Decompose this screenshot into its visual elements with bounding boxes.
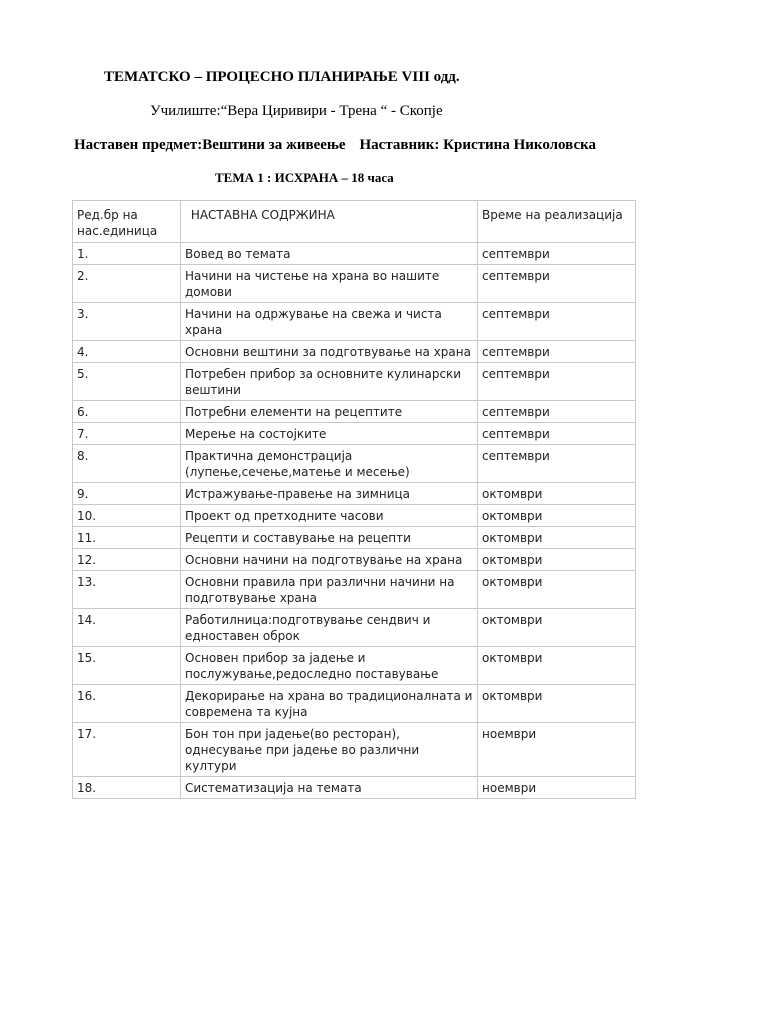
table-row bbox=[73, 685, 636, 723]
row-content-cell: Основни вештини за подготвување на храна bbox=[181, 341, 478, 363]
table-header-row bbox=[73, 201, 636, 243]
row-time-cell: октомври bbox=[478, 571, 636, 609]
row-content-cell: Потребен прибор за основните кулинарски вештини bbox=[181, 363, 478, 401]
row-content-cell: Начини на чистење на храна во нашите домови bbox=[181, 265, 478, 303]
row-content-cell: Декорирање на храна во традиционалната и современа та кујна bbox=[181, 685, 478, 723]
table-row bbox=[73, 777, 636, 799]
row-time-cell: октомври bbox=[478, 505, 636, 527]
table-row bbox=[73, 303, 636, 341]
table-row bbox=[73, 265, 636, 303]
row-time-cell: септември bbox=[478, 401, 636, 423]
column-header-number: Ред.бр на нас.единица bbox=[73, 201, 181, 243]
row-time-cell: октомври bbox=[478, 527, 636, 549]
table-row bbox=[73, 609, 636, 647]
table-row bbox=[73, 423, 636, 445]
row-number-cell: 4. bbox=[73, 341, 181, 363]
row-number-cell: 3. bbox=[73, 303, 181, 341]
row-number-cell: 16. bbox=[73, 685, 181, 723]
row-time-cell: септември bbox=[478, 243, 636, 265]
table-body bbox=[73, 243, 636, 799]
row-number-cell: 2. bbox=[73, 265, 181, 303]
row-content-cell: Проект од претходните часови bbox=[181, 505, 478, 527]
row-time-cell: октомври bbox=[478, 647, 636, 685]
row-content-cell: Мерење на состојките bbox=[181, 423, 478, 445]
row-time-cell: септември bbox=[478, 423, 636, 445]
row-content-cell: Начини на одржување на свежа и чиста храна bbox=[181, 303, 478, 341]
row-time-cell: септември bbox=[478, 303, 636, 341]
column-header-time: Време на реализација bbox=[478, 201, 636, 243]
row-number-cell: 14. bbox=[73, 609, 181, 647]
row-content-cell: Вовед во темата bbox=[181, 243, 478, 265]
table-row bbox=[73, 723, 636, 777]
row-content-cell: Рецепти и составување на рецепти bbox=[181, 527, 478, 549]
row-content-cell: Систематизација на темата bbox=[181, 777, 478, 799]
table-row bbox=[73, 483, 636, 505]
plan-table bbox=[72, 200, 636, 799]
row-content-cell: Потребни елементи на рецептите bbox=[181, 401, 478, 423]
column-header-content: НАСТАВНА СОДРЖИНА bbox=[181, 201, 478, 243]
row-content-cell: Основни правила при различни начини на подготвување храна bbox=[181, 571, 478, 609]
row-time-cell: септември bbox=[478, 265, 636, 303]
row-time-cell: октомври bbox=[478, 685, 636, 723]
row-content-cell: Основни начини на подготвување на храна bbox=[181, 549, 478, 571]
row-time-cell: октомври bbox=[478, 609, 636, 647]
row-content-cell: Истражување-правење на зимница bbox=[181, 483, 478, 505]
row-number-cell: 17. bbox=[73, 723, 181, 777]
row-number-cell: 9. bbox=[73, 483, 181, 505]
table-row bbox=[73, 445, 636, 483]
subject-text: Наставен предмет:Вештини за живеење bbox=[74, 137, 346, 153]
row-content-cell: Работилница:подготвување сендвич и едноставен оброк bbox=[181, 609, 478, 647]
row-time-cell: ноември bbox=[478, 777, 636, 799]
row-number-cell: 8. bbox=[73, 445, 181, 483]
row-number-cell: 15. bbox=[73, 647, 181, 685]
row-number-cell: 5. bbox=[73, 363, 181, 401]
row-time-cell: септември bbox=[478, 363, 636, 401]
subject-teacher-line bbox=[74, 137, 596, 154]
row-time-cell: септември bbox=[478, 341, 636, 363]
table-row bbox=[73, 647, 636, 685]
table-row bbox=[73, 363, 636, 401]
row-content-cell: Практична демонстрација (лупење,сечење,матење и месење) bbox=[181, 445, 478, 483]
row-content-cell: Бон тон при јадење(во ресторан), однесување при јадење во различни култури bbox=[181, 723, 478, 777]
document-title: ТЕМАТСКО – ПРОЦЕСНО ПЛАНИРАЊЕ VIII одд. bbox=[104, 69, 460, 85]
row-number-cell: 18. bbox=[73, 777, 181, 799]
row-number-cell: 1. bbox=[73, 243, 181, 265]
table-row bbox=[73, 549, 636, 571]
row-number-cell: 7. bbox=[73, 423, 181, 445]
table-row bbox=[73, 571, 636, 609]
table-row bbox=[73, 527, 636, 549]
row-number-cell: 10. bbox=[73, 505, 181, 527]
row-content-cell: Основен прибор за јадење и послужување,редоследно поставување bbox=[181, 647, 478, 685]
row-number-cell: 13. bbox=[73, 571, 181, 609]
teacher-text: Наставник: Кристина Николовска bbox=[359, 137, 597, 153]
row-time-cell: октомври bbox=[478, 483, 636, 505]
row-number-cell: 12. bbox=[73, 549, 181, 571]
table-row bbox=[73, 341, 636, 363]
table-row bbox=[73, 505, 636, 527]
school-line: Училиште:“Вера Циривири - Трена “ - Скопје bbox=[150, 103, 443, 119]
row-time-cell: октомври bbox=[478, 549, 636, 571]
row-number-cell: 6. bbox=[73, 401, 181, 423]
theme-heading: ТЕМА 1 : ИСХРАНА – 18 часа bbox=[215, 170, 394, 185]
row-time-cell: септември bbox=[478, 445, 636, 483]
table-row bbox=[73, 243, 636, 265]
row-time-cell: ноември bbox=[478, 723, 636, 777]
row-number-cell: 11. bbox=[73, 527, 181, 549]
table-row bbox=[73, 401, 636, 423]
